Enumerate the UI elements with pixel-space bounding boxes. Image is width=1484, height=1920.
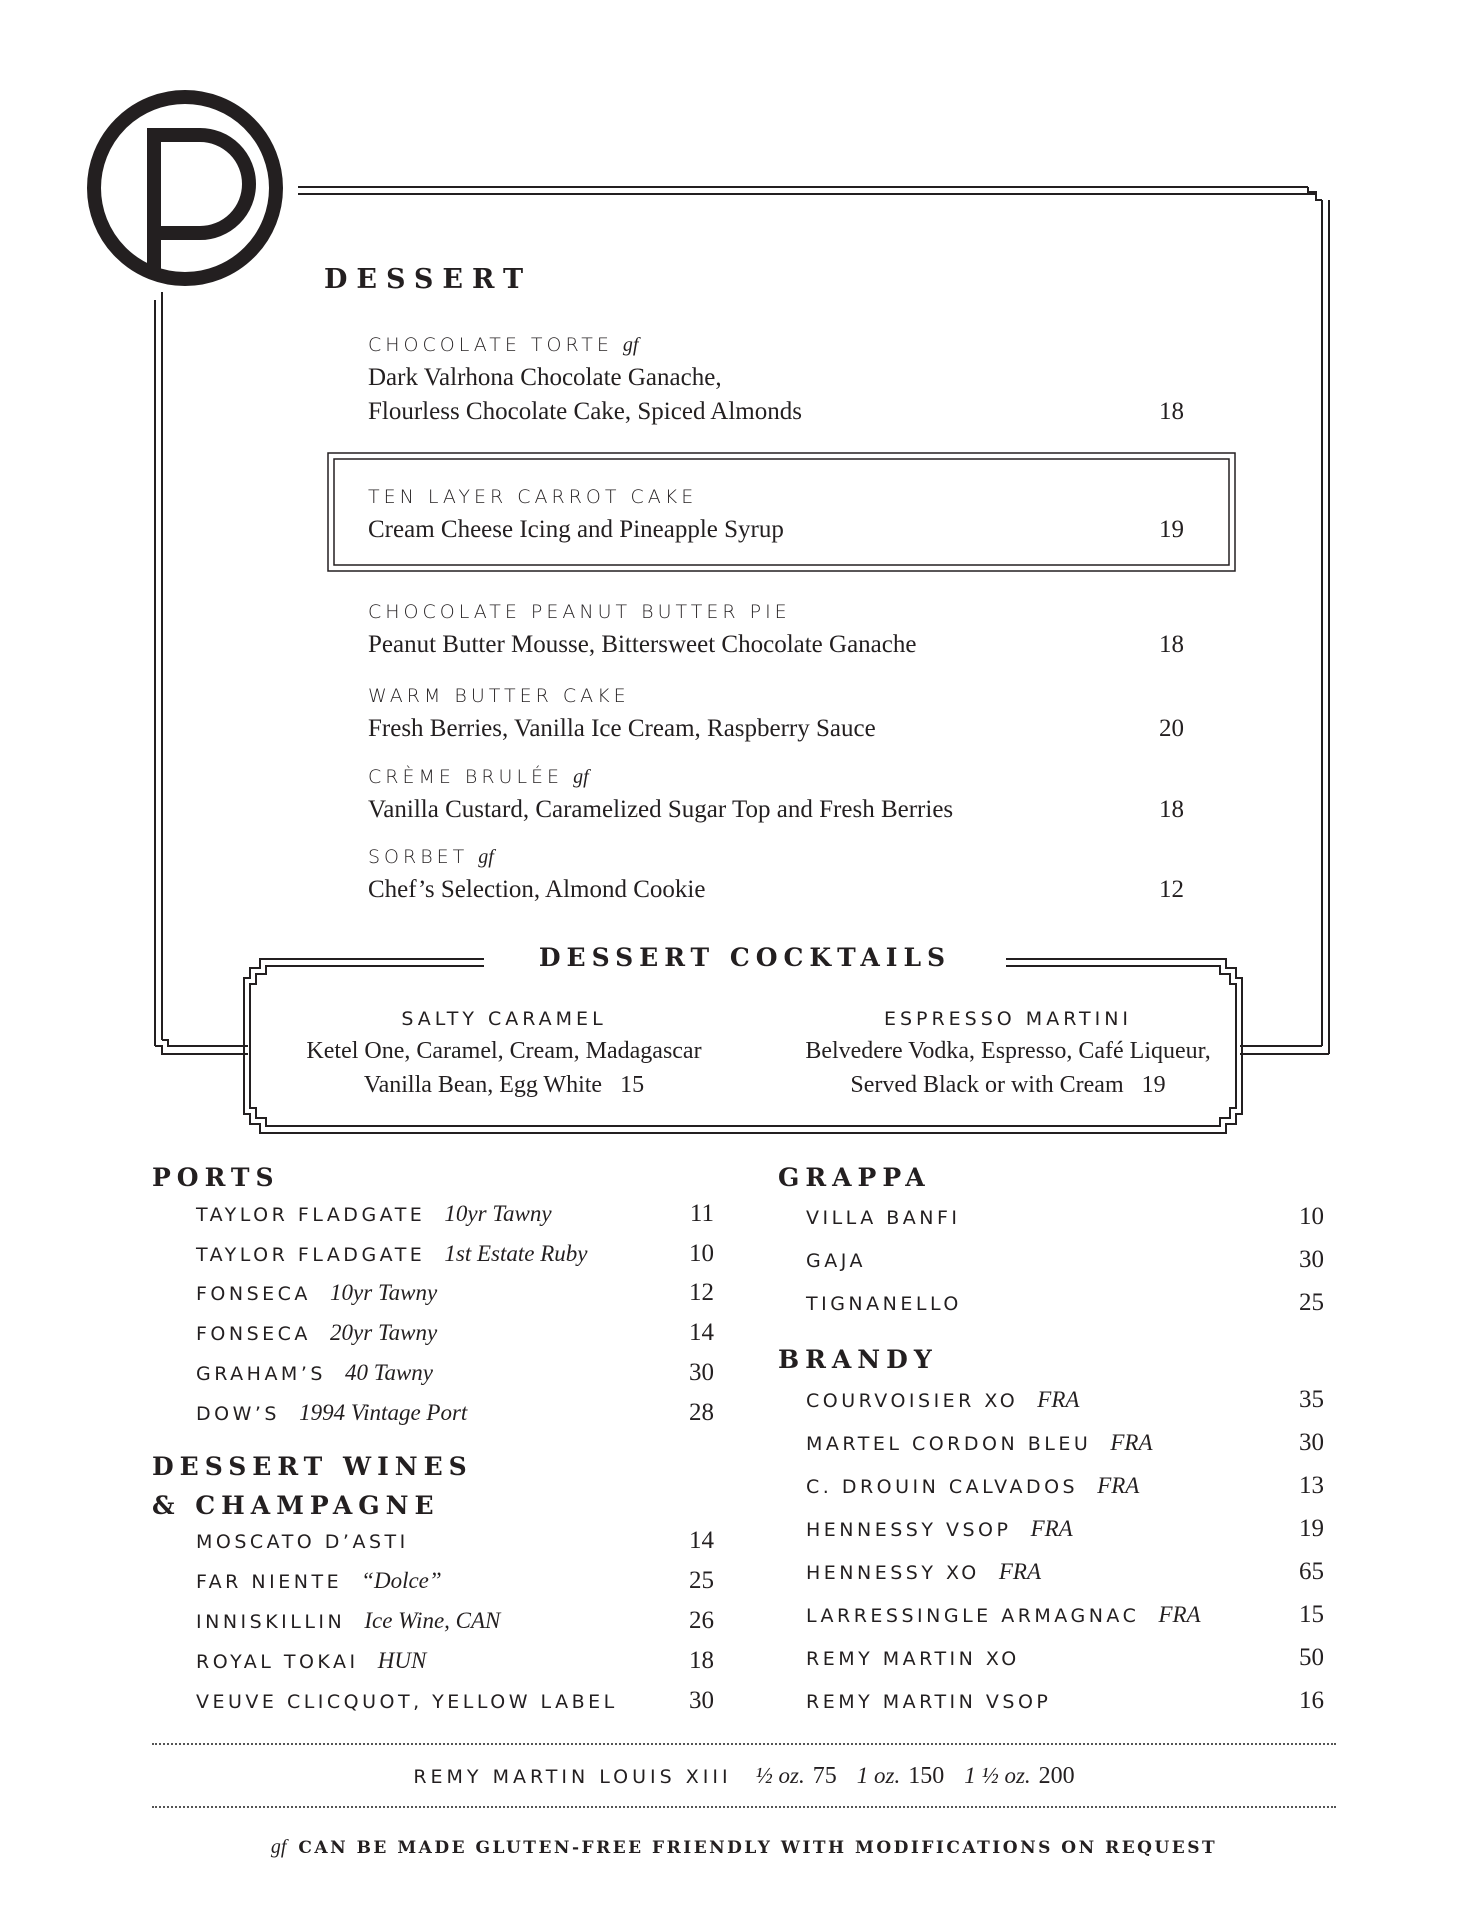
drink-name: TAYLOR FLADGATE	[196, 1204, 426, 1226]
drink-name: MOSCATO D’ASTI	[196, 1531, 409, 1553]
drink-note: FRA	[1030, 1516, 1073, 1541]
footer-note	[152, 1836, 1336, 1859]
cocktail-name: SALTY CARAMEL	[401, 1008, 607, 1030]
drink-name: MARTEL CORDON BLEU	[806, 1433, 1092, 1455]
cocktail-desc: Belvedere Vodka, Espresso, Café Liqueur,	[805, 1038, 1211, 1064]
drink-price: 13	[1299, 1472, 1324, 1499]
wines-heading-2: & CHAMPAGNE	[152, 1491, 440, 1520]
grappa-row	[806, 1203, 1324, 1231]
drink-name: TAYLOR FLADGATE	[196, 1244, 426, 1266]
drink-price: 16	[1299, 1687, 1324, 1714]
divider	[152, 1743, 1336, 1745]
drink-price: 25	[1299, 1289, 1324, 1316]
wines-row	[196, 1647, 714, 1675]
drink-name: REMY MARTIN VSOP	[806, 1691, 1052, 1713]
dessert-item-desc: Peanut Butter Mousse, Bittersweet Chocolate Ganache	[368, 631, 917, 658]
drink-note: “Dolce”	[361, 1568, 442, 1593]
dessert-item-price: 18	[1159, 796, 1184, 823]
drink-note: 10yr Tawny	[330, 1280, 438, 1305]
gf-tag: gf	[270, 1836, 287, 1858]
brandy-row	[806, 1386, 1324, 1414]
ports-row	[196, 1359, 714, 1387]
drink-price: 15	[1299, 1601, 1324, 1628]
cocktail-name: ESPRESSO MARTINI	[883, 1008, 1133, 1030]
drink-note: FRA	[998, 1559, 1041, 1584]
brandy-row	[806, 1601, 1324, 1629]
cocktail-item	[284, 1008, 724, 1102]
dessert-item-price: 18	[1159, 631, 1184, 658]
louis-xiii-line	[152, 1763, 1336, 1790]
drink-price: 18	[689, 1647, 714, 1674]
grappa-row	[806, 1246, 1324, 1274]
brandy-row	[806, 1472, 1324, 1500]
drink-price: 50	[1299, 1644, 1324, 1671]
drink-price: 11	[689, 1200, 714, 1227]
drink-note: FRA	[1110, 1430, 1153, 1455]
dessert-item-price: 12	[1159, 876, 1184, 903]
drink-name: TIGNANELLO	[806, 1293, 962, 1315]
drink-note: Ice Wine, CAN	[364, 1608, 501, 1633]
drink-name: FONSECA	[196, 1323, 311, 1345]
drink-name: FAR NIENTE	[196, 1571, 343, 1593]
dessert-item-desc: Fresh Berries, Vanilla Ice Cream, Raspberry Sauce	[368, 715, 876, 742]
brandy-row	[806, 1644, 1324, 1672]
drink-name: FONSECA	[196, 1283, 311, 1305]
brandy-row	[806, 1515, 1324, 1543]
brandy-row	[806, 1558, 1324, 1586]
drink-note: HUN	[377, 1648, 427, 1673]
brandy-row	[806, 1687, 1324, 1715]
ports-row	[196, 1279, 714, 1307]
drink-note: 1994 Vintage Port	[299, 1400, 468, 1425]
serving-size: 1 ½ oz.	[964, 1763, 1031, 1788]
cocktails-heading: DESSERT COCKTAILS	[538, 943, 952, 972]
drink-price: 30	[689, 1687, 714, 1714]
brandy-heading: BRANDY	[778, 1345, 938, 1374]
drink-name: LARRESSINGLE ARMAGNAC	[806, 1605, 1140, 1627]
drink-price: 12	[689, 1279, 714, 1306]
drink-price: 10	[1299, 1203, 1324, 1230]
dessert-item-desc: Flourless Chocolate Cake, Spiced Almonds	[368, 398, 802, 425]
ports-row	[196, 1240, 714, 1268]
drink-note: FRA	[1097, 1473, 1140, 1498]
serving-size: 1 oz.	[856, 1763, 901, 1788]
drink-price: 75	[812, 1763, 837, 1789]
drink-note: 40 Tawny	[345, 1360, 434, 1385]
ports-row	[196, 1200, 714, 1228]
drink-price: 30	[1299, 1429, 1324, 1456]
divider	[152, 1806, 1336, 1808]
drink-price: 19	[1299, 1515, 1324, 1542]
drink-price: 25	[689, 1567, 714, 1594]
footer-text: CAN BE MADE GLUTEN-FREE FRIENDLY WITH MODIFICATIONS ON REQUEST	[298, 1838, 1218, 1858]
cocktail-item	[788, 1008, 1228, 1102]
grappa-heading: GRAPPA	[778, 1163, 931, 1192]
ports-heading: PORTS	[152, 1163, 280, 1192]
restaurant-logo	[82, 82, 288, 294]
drink-note: FRA	[1037, 1387, 1080, 1412]
drink-price: 14	[689, 1319, 714, 1346]
drink-price: 28	[689, 1399, 714, 1426]
drink-price: 65	[1299, 1558, 1324, 1585]
dessert-item-price: 18	[1159, 398, 1184, 425]
grappa-row	[806, 1289, 1324, 1317]
brandy-row	[806, 1429, 1324, 1457]
drink-name: COURVOISIER XO	[806, 1390, 1019, 1412]
dessert-item-desc: Dark Valrhona Chocolate Ganache,	[368, 364, 722, 391]
drink-price: 150	[908, 1763, 945, 1789]
cocktail-price: 15	[620, 1072, 645, 1098]
dessert-item-desc: Chef’s Selection, Almond Cookie	[368, 876, 706, 903]
drink-price: 30	[1299, 1246, 1324, 1273]
dessert-item-name: TEN LAYER CARROT CAKE	[368, 486, 698, 508]
drink-price: 200	[1038, 1763, 1075, 1789]
drink-price: 35	[1299, 1386, 1324, 1413]
drink-price: 26	[689, 1607, 714, 1634]
dessert-item-name: CHOCOLATE PEANUT BUTTER PIE	[368, 601, 791, 623]
drink-name: INNISKILLIN	[196, 1611, 346, 1633]
drink-name: DOW’S	[196, 1403, 280, 1425]
drink-name: GAJA	[806, 1250, 866, 1272]
dessert-item-name: CRÈME BRULÉE gf	[368, 766, 589, 788]
wines-row	[196, 1567, 714, 1595]
dessert-item-desc: Vanilla Custard, Caramelized Sugar Top and Fresh Berries	[368, 796, 954, 823]
cocktail-desc: Ketel One, Caramel, Cream, Madagascar	[306, 1038, 702, 1064]
dessert-item-price: 20	[1159, 715, 1184, 742]
wines-row	[196, 1527, 714, 1555]
drink-name: HENNESSY XO	[806, 1562, 980, 1584]
ports-row	[196, 1399, 714, 1427]
ports-row	[196, 1319, 714, 1347]
drink-name: HENNESSY VSOP	[806, 1519, 1012, 1541]
cocktail-desc: Vanilla Bean, Egg White	[363, 1072, 603, 1098]
wines-row	[196, 1687, 714, 1715]
wines-row	[196, 1607, 714, 1635]
drink-name: REMY MARTIN LOUIS XIII	[413, 1766, 732, 1788]
drink-name: ROYAL TOKAI	[196, 1651, 359, 1673]
dessert-item-name: CHOCOLATE TORTE gf	[368, 334, 639, 356]
drink-name: C. DROUIN CALVADOS	[806, 1476, 1079, 1498]
dessert-item-name: SORBET gf	[368, 846, 494, 868]
drink-price: 30	[689, 1359, 714, 1386]
drink-name: REMY MARTIN XO	[806, 1648, 1020, 1670]
drink-name: GRAHAM’S	[196, 1363, 326, 1385]
cocktail-price: 19	[1141, 1072, 1166, 1098]
wines-heading: DESSERT WINES	[152, 1452, 473, 1481]
cocktail-desc: Served Black or with Cream	[850, 1072, 1124, 1098]
serving-size: ½ oz.	[755, 1763, 805, 1788]
dessert-item-desc: Cream Cheese Icing and Pineapple Syrup	[368, 516, 784, 543]
drink-name: VEUVE CLICQUOT, YELLOW LABEL	[196, 1691, 618, 1713]
drink-note: 1st Estate Ruby	[444, 1241, 588, 1266]
drink-note: 10yr Tawny	[444, 1201, 552, 1226]
drink-price: 10	[689, 1240, 714, 1267]
drink-price: 14	[689, 1527, 714, 1554]
drink-note: FRA	[1158, 1602, 1201, 1627]
dessert-item-price: 19	[1159, 516, 1184, 543]
drink-name: VILLA BANFI	[806, 1207, 961, 1229]
drink-note: 20yr Tawny	[330, 1320, 438, 1345]
dessert-heading: DESSERT	[324, 264, 533, 295]
dessert-item-name: WARM BUTTER CAKE	[368, 685, 630, 707]
